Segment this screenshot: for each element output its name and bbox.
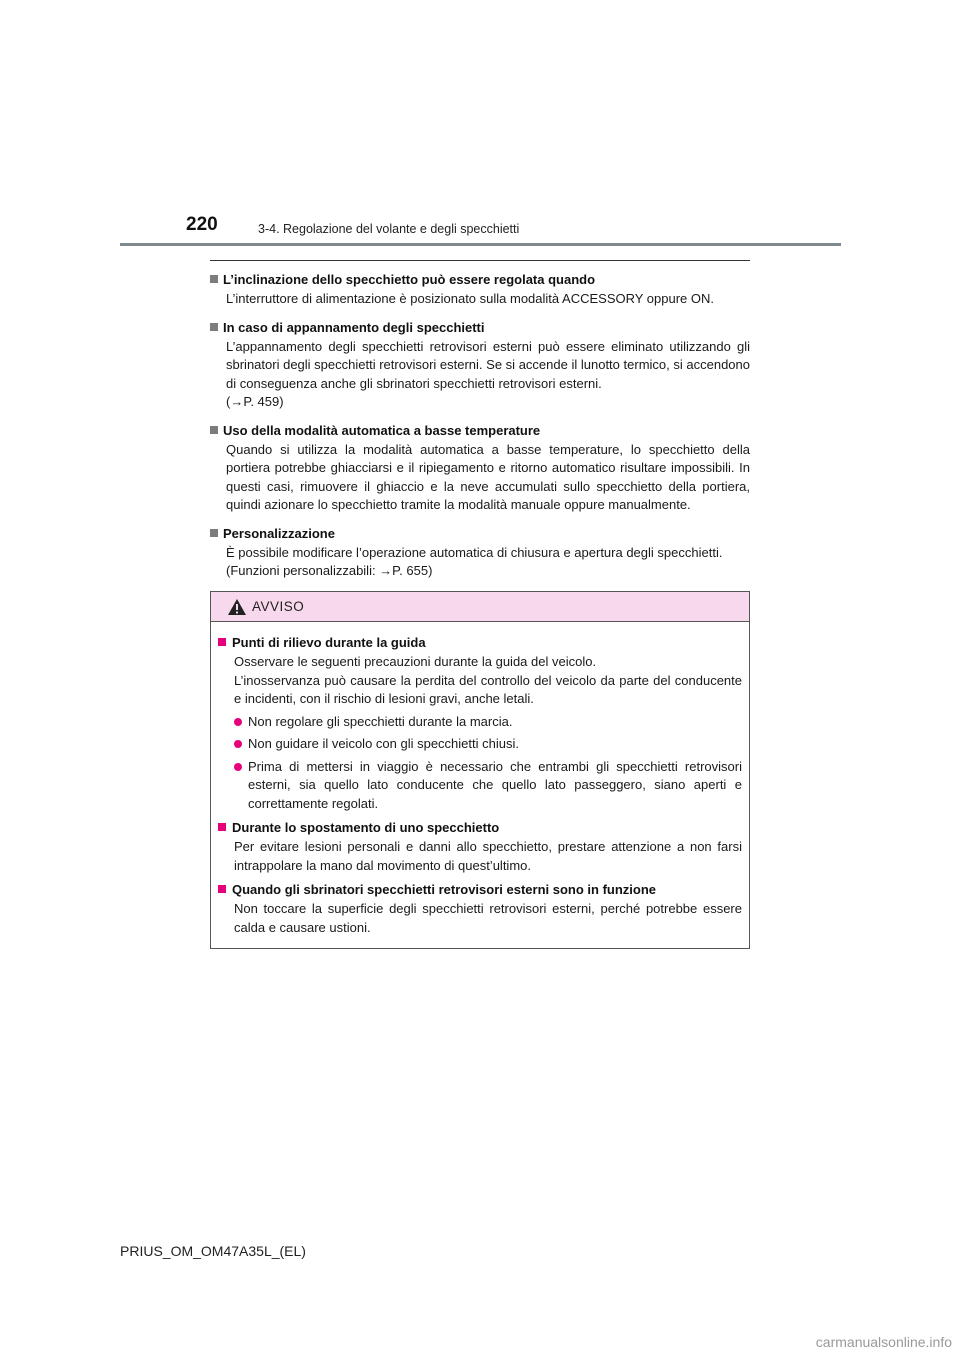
content-top-rule (210, 260, 750, 261)
section-title: In caso di appannamento degli specchietti (223, 319, 485, 335)
document-code: PRIUS_OM_OM47A35L_(EL) (120, 1243, 306, 1259)
square-bullet-icon (210, 323, 218, 331)
warning-section-title: Punti di rilievo durante la guida (232, 635, 426, 650)
section-low-temp-auto-mode (210, 421, 750, 515)
page-number: 220 (186, 214, 218, 235)
warning-section-driving (218, 633, 742, 813)
warning-section-body: Per evitare lesioni personali e danni allo specchietto, prestare attenzione a non farsi intrappolare la mano dal movimento di quest’ultimo. (234, 839, 742, 873)
watermark: carmanualsonline.info (815, 1334, 952, 1350)
section-mirror-fogging (210, 318, 750, 412)
section-mirror-tilt (210, 270, 750, 309)
warning-section-body: Osservare le seguenti precauzioni durante la guida del veicolo. L’inosservanza può causare la perdita del controllo del veicolo da parte del conducente e incidenti, con il rischio di lesioni gravi, anche letali. (234, 654, 742, 706)
list-item: Non guidare il veicolo con gli specchietti chiusi. (234, 735, 742, 754)
warning-title: AVVISO (252, 599, 305, 614)
chapter-title: 3-4. Regolazione del volante e degli specchietti (258, 222, 520, 236)
warning-header (211, 592, 749, 622)
section-title: Personalizzazione (223, 525, 335, 541)
warning-triangle-icon (227, 598, 247, 616)
section-body: Quando si utilizza la modalità automatica a basse temperature, lo specchietto della portiera potrebbe ghiacciarsi e il ripiegamento e ritorno automatico risultare impossibili. In questi casi, rimuovere il ghiaccio e la neve accumulati sullo specchietto della portiera, quindi azionare lo specchietto tramite la modalità manuale oppure manualmente. (226, 441, 750, 512)
warning-section-moving-mirror (218, 818, 742, 875)
square-bullet-icon (210, 529, 218, 537)
main-content (210, 260, 750, 581)
warning-bullet-list (218, 713, 742, 814)
section-body: L’interruttore di alimentazione è posizionato sulla modalità ACCESSORY oppure ON. (226, 291, 715, 306)
square-bullet-icon (210, 275, 218, 283)
warning-box (210, 591, 750, 949)
square-bullet-icon (218, 885, 226, 893)
warning-section-title: Durante lo spostamento di uno specchietto (232, 820, 500, 835)
circle-bullet-icon (234, 740, 242, 748)
section-customization (210, 524, 750, 581)
square-bullet-icon (218, 638, 226, 646)
warning-section-title: Quando gli sbrinatori specchietti retrovisori esterni sono in funzione (232, 882, 657, 897)
warning-section-body: Non toccare la superficie degli specchietti retrovisori esterni, perché potrebbe essere calda e causare ustioni. (234, 901, 742, 935)
warning-body (211, 622, 749, 937)
header-rule (120, 243, 841, 246)
warning-section-defrosters (218, 880, 742, 937)
circle-bullet-icon (234, 763, 242, 771)
square-bullet-icon (210, 426, 218, 434)
circle-bullet-icon (234, 718, 242, 726)
section-title: Uso della modalità automatica a basse temperature (223, 422, 541, 438)
square-bullet-icon (218, 823, 226, 831)
section-body: È possibile modificare l’operazione automatica di chiusura e apertura degli specchietti. (Funzioni personalizzabili: →P. 655) (226, 544, 723, 578)
list-item: Prima di mettersi in viaggio è necessario che entrambi gli specchietti retrovisori esterni, sia quello lato conducente che quello lato passeggero, siano aperti e correttamente regolati. (234, 758, 742, 814)
section-title: L’inclinazione dello specchietto può essere regolata quando (223, 272, 596, 287)
list-item: Non regolare gli specchietti durante la marcia. (234, 713, 742, 732)
section-body: L’appannamento degli specchietti retrovisori esterni può essere eliminato utilizzando gli sbrinatori degli specchietti retrovisori esterni. Se si accende il lunotto termico, si accendono di conseguenza anche gli sbrinatori specchietti retrovisori esterni. (→P. 459) (226, 338, 750, 409)
